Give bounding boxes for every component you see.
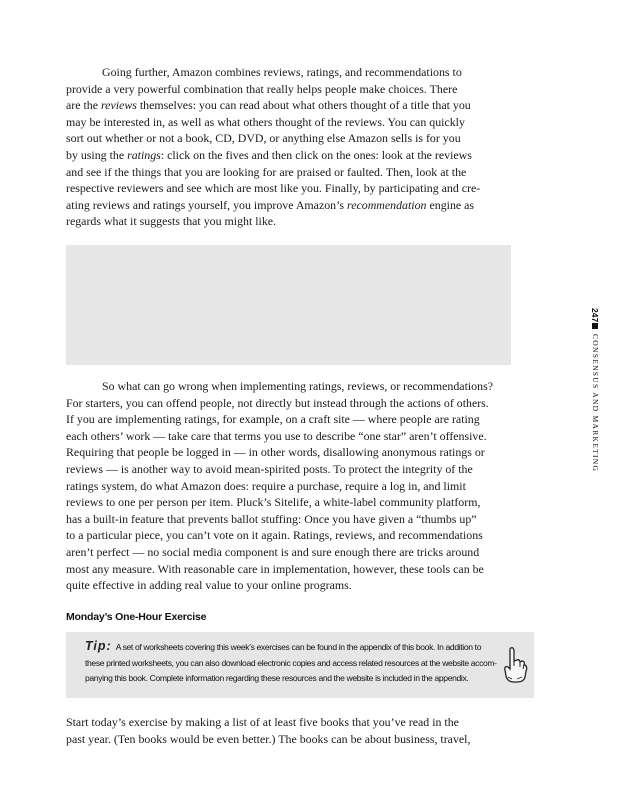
section-heading: Monday’s One-Hour Exercise bbox=[66, 611, 207, 623]
text-line: quite effective in adding real value to your online programs. bbox=[66, 578, 352, 593]
tip-line: Tip: A set of worksheets covering this week’s exercises can be found in the appendix of this book. In addition to bbox=[85, 639, 482, 653]
page-number: 247 bbox=[590, 308, 600, 323]
tip-box bbox=[66, 632, 534, 698]
paragraph-3 bbox=[66, 714, 512, 747]
text-line: most any measure. With reasonable care in implementation, however, these tools can be bbox=[66, 561, 484, 576]
text-line: reviews — is another way to avoid mean-spirited posts. To protect the integrity of the bbox=[66, 461, 473, 476]
text-line: Requiring that people be logged in — in other words, disallowing anonymous ratings or bbox=[66, 445, 485, 460]
running-head: CONSENSUS AND MARKETING bbox=[591, 334, 600, 473]
text-line: to a particular piece, you can’t vote on it again. Ratings, reviews, and recommendations bbox=[66, 528, 483, 543]
text-line: For starters, you can offend people, not directly but instead through the actions of others. bbox=[66, 395, 489, 410]
tip-text bbox=[85, 639, 505, 687]
text-line: sort out whether or not a book, CD, DVD, or anything else Amazon sells is for you bbox=[66, 131, 461, 146]
text-line: each others’ work — take care that terms you use to describe “one star” aren’t offensive. bbox=[66, 428, 487, 443]
square-bullet-icon bbox=[592, 323, 598, 329]
text-line: past year. (Ten books would be even better.) The books can be about business, travel, bbox=[66, 731, 471, 746]
text-line: So what can go wrong when implementing ratings, reviews, or recommendations? bbox=[102, 379, 493, 393]
image-placeholder bbox=[66, 245, 511, 365]
text-line: ating reviews and ratings yourself, you improve Amazon’s recommendation engine as bbox=[66, 197, 475, 212]
text-line: by using the ratings: click on the fives and then click on the ones: look at the reviews bbox=[66, 147, 472, 162]
text-line: provide a very powerful combination that really helps people make choices. There bbox=[66, 81, 458, 96]
tip-line: panying this book. Complete information regarding these resources and the website is included in the appendix. bbox=[85, 673, 469, 683]
paragraph-2 bbox=[66, 378, 512, 594]
text-line: Going further, Amazon combines reviews, ratings, and recommendations to bbox=[102, 65, 462, 79]
text-line: has a built-in feature that prevents ballot stuffing: Once you have given a “thumbs up” bbox=[66, 511, 477, 526]
text-line: aren’t perfect — no social media component is and sure enough there are tricks around bbox=[66, 544, 480, 559]
text-line: ratings system, do what Amazon does: require a purchase, require a log in, and limit bbox=[66, 478, 466, 493]
paragraph-1 bbox=[66, 64, 512, 230]
text-line: respective reviewers and see which are most like you. Finally, by participating and cre- bbox=[66, 181, 481, 196]
text-line: reviews to one per person per item. Pluck’s Sitelife, a white-label community platform, bbox=[66, 495, 481, 510]
text-line: regards what it suggests that you might like. bbox=[66, 214, 277, 229]
pointing-hand-icon bbox=[502, 646, 528, 684]
tip-line: these printed worksheets, you can also download electronic copies and access related resources at the website accom- bbox=[85, 657, 497, 668]
text-line: may be interested in, as well as what others thought of the reviews. You can quickly bbox=[66, 114, 465, 129]
text-line: and see if the things that you are looking for are praised or faulted. Then, look at the bbox=[66, 164, 467, 179]
text-line: are the reviews themselves: you can read about what others thought of a title that you bbox=[66, 98, 471, 113]
text-line: Start today’s exercise by making a list of at least five books that you’ve read in the bbox=[66, 715, 459, 729]
tip-label: Tip: bbox=[85, 639, 112, 653]
text-line: If you are implementing ratings, for example, on a craft site — where people are rating bbox=[66, 412, 480, 427]
